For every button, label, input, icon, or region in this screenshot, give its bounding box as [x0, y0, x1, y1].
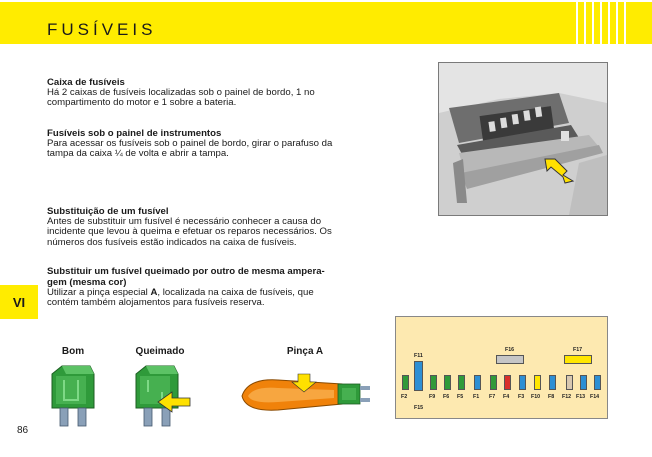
fuse-f11 — [414, 361, 423, 391]
section-line: incidente que levou à queima e efetuar os reparos necessários. Os — [47, 226, 332, 238]
fuse-f16 — [496, 355, 524, 364]
fuse-label: F5 — [457, 394, 464, 400]
fuse-f12 — [566, 375, 573, 390]
header-stripe — [576, 2, 578, 44]
page-title: FUSÍVEIS — [47, 20, 157, 39]
section-title: Caixa de fusíveis — [47, 77, 125, 88]
fuse-f13 — [580, 375, 587, 390]
section-title: Substituir um fusível queimado por outro de mesma ampera- — [47, 266, 325, 277]
fuse-f14 — [594, 375, 601, 390]
fuse-label: F15 — [414, 405, 424, 411]
fuse-label: F13 — [576, 394, 586, 400]
page-number: 86 — [17, 425, 29, 436]
fuse-label: F1 — [473, 394, 480, 400]
fuse-box-photo — [438, 62, 608, 216]
fuse-f10 — [534, 375, 541, 390]
fuse-f8 — [549, 375, 556, 390]
fuse-label: F6 — [443, 394, 450, 400]
header-stripe — [616, 2, 618, 44]
fuse-label: F10 — [531, 394, 541, 400]
fuse-label: F12 — [562, 394, 572, 400]
section-painel — [47, 128, 377, 160]
fuse-f1 — [474, 375, 481, 390]
good-fuse-illustration — [44, 362, 100, 432]
section-line: Utilizar a pinça especial A, localizada na caixa de fusíveis, que — [47, 287, 314, 298]
fuse-f3 — [519, 375, 526, 390]
section-line: contém também alojamentos para fusíveis reserva. — [47, 297, 265, 309]
fuse-f7 — [490, 375, 497, 390]
pliers-label: Pinça A — [286, 346, 324, 357]
fuse-box-photo-illustration — [439, 63, 607, 215]
fuse-label: F16 — [505, 347, 515, 353]
section-line: compartimento do motor e 1 sobre a bateria. — [47, 97, 237, 109]
fuse-f6 — [444, 375, 451, 390]
section-line: Antes de substituir um fusível é necessário conhecer a causa do — [47, 216, 322, 227]
fuse-good-label: Bom — [61, 346, 85, 357]
header-stripe — [600, 2, 602, 44]
header-stripe — [584, 2, 586, 44]
fuse-label: F3 — [518, 394, 525, 400]
fuse-label: F4 — [503, 394, 510, 400]
fuse-label: F8 — [548, 394, 555, 400]
section-title: Fusíveis sob o painel de instrumentos — [47, 128, 222, 139]
fuse-label: F14 — [590, 394, 600, 400]
fuse-blown-label: Queimado — [135, 346, 185, 357]
fuse-label: F11 — [414, 353, 423, 359]
fuse-f4 — [504, 375, 511, 390]
section-caixa — [47, 77, 377, 109]
fuse-f5 — [458, 375, 465, 390]
fuse-box-diagram — [395, 316, 608, 419]
chapter-tab: VI — [0, 285, 38, 319]
section-title: Substituição de um fusível — [47, 206, 169, 217]
fuse-f9 — [430, 375, 437, 390]
header-stripe — [608, 2, 610, 44]
section-substituicao — [47, 206, 377, 248]
blown-fuse-illustration — [128, 362, 194, 432]
fuse-label: F17 — [573, 347, 583, 353]
pliers-illustration — [238, 366, 378, 422]
fuse-f2 — [402, 375, 409, 390]
fuse-label: F2 — [401, 394, 408, 400]
section-line: Para acessar os fusíveis sob o painel de bordo, girar o parafuso da — [47, 138, 333, 149]
section-line: números dos fusíveis estão indicados na caixa de fusíveis. — [47, 236, 297, 248]
header-stripe — [592, 2, 594, 44]
section-title: gem (mesma cor) — [47, 277, 127, 288]
header-stripe — [624, 2, 626, 44]
section-line: Há 2 caixas de fusíveis localizadas sob o painel de bordo, 1 no — [47, 87, 315, 98]
section-substituir — [47, 266, 377, 309]
fuse-label: F9 — [429, 394, 436, 400]
fuse-f17 — [564, 355, 592, 364]
fuse-label: F7 — [489, 394, 496, 400]
section-line: tampa da caixa ¼ de volta e abrir a tampa. — [47, 148, 229, 160]
